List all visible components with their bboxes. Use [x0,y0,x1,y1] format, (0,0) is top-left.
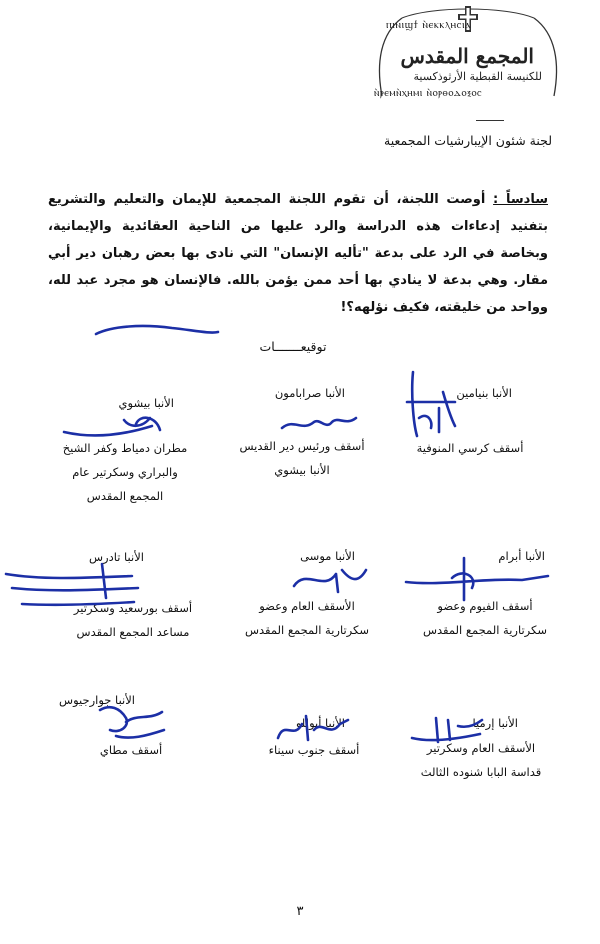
signatory-name: الأنبا جوارجيوس [59,693,135,707]
signature-bishop-georgios [96,700,168,744]
seal-coptic-bottom: ⲛ̀ⲣⲉⲙⲛ̀ⲭⲏⲙⲓ ⲛ̀ⲟⲣⲑⲟⲇⲟⲝⲟⲥ [374,87,483,99]
signatory-name: الأنبا تادرس [88,550,144,564]
signature-flourish [92,320,222,350]
signatory-title: أسقف بورسعيد وسكرتير مساعد المجمع المقدس [73,601,193,639]
signature-bishop-abraam [402,554,552,604]
signatory-title: الأسقف العام وسكرتير قداسة البابا شنوده الثالث [420,741,542,779]
seal-arabic-sub: للكنيسة القبطية الأرثوذكسية [413,70,542,83]
signatory-title: أسقف جنوب سيناء [268,743,360,757]
synod-seal [372,4,564,102]
signatory-title: مطران دمياط وكفر الشيخ والبراري وسكرتير عام المجمع المقدس [62,441,188,503]
signatory-name: الأنبا بيشوي [118,396,174,410]
signatory-name: الأنبا أبوللو [295,716,345,730]
header-divider [476,120,504,121]
signature-bishop-serapamon [280,408,360,438]
signatory-name: الأنبا صرابامون [274,386,345,400]
signatory-name: الأنبا أبرام [498,549,545,563]
committee-title: لجنة شئون الإيبارشيات المجمعية [384,133,552,148]
signature-bishop-bishoy [60,410,180,450]
signatory-title: أسقف الفيوم وعضو سكرتارية المجمع المقدس [422,599,548,637]
signatory-title: أسقف مطاي [99,743,163,757]
signature-bishop-benjamin [403,362,461,442]
page-number: ٣ [296,904,304,919]
signatory-name: الأنبا إرميا [472,716,518,730]
seal-coptic-top: ⲡⲓⲛⲓϣϯ ⲛ̀ⲉⲕⲕⲗⲏⲥⲓⲁ [386,18,472,31]
signatures-heading: توقيعـــــــات [259,339,327,354]
signatory-title: أسقف كرسي المنوفية [416,441,524,455]
signature-bishop-apollo [274,710,354,746]
signatory-name: الأنبا موسى [300,549,355,563]
resolution-paragraph [48,186,548,321]
resolution-label: سادساً : [493,192,548,207]
signature-bishop-tadros [2,560,142,616]
signatory-title: الأسقف العام وعضو سكرتارية المجمع المقدس [244,599,370,637]
signatory-name: الأنبا بنيامين [456,386,512,400]
signature-bishop-moussa [290,562,370,598]
seal-arabic-main: المجمع المقدس [400,44,534,68]
resolution-text: أوصت اللجنة، أن تقوم اللجنة المجمعية للإيمان والتعليم والتشريع بتفنيد إدعاءات هذه الدراسة والرد عليها من الناحية العقائدية والإيمانية، وبخاصة في الرد على بدعة "تأليه الإنسان" التي نادى بها بعض رهبان دير أبي مقار. وهي بدعة لا ينادي بها أحد ممن يؤمن بالله. فالإنسان هو مجرد عبد لله، وواحد من خليقته، فكيف نؤلهه؟! [48,192,548,315]
signatory-title: أسقف ورئيس دير القديس الأنبا بيشوي [239,439,365,477]
signature-bishop-ermia [408,712,488,748]
